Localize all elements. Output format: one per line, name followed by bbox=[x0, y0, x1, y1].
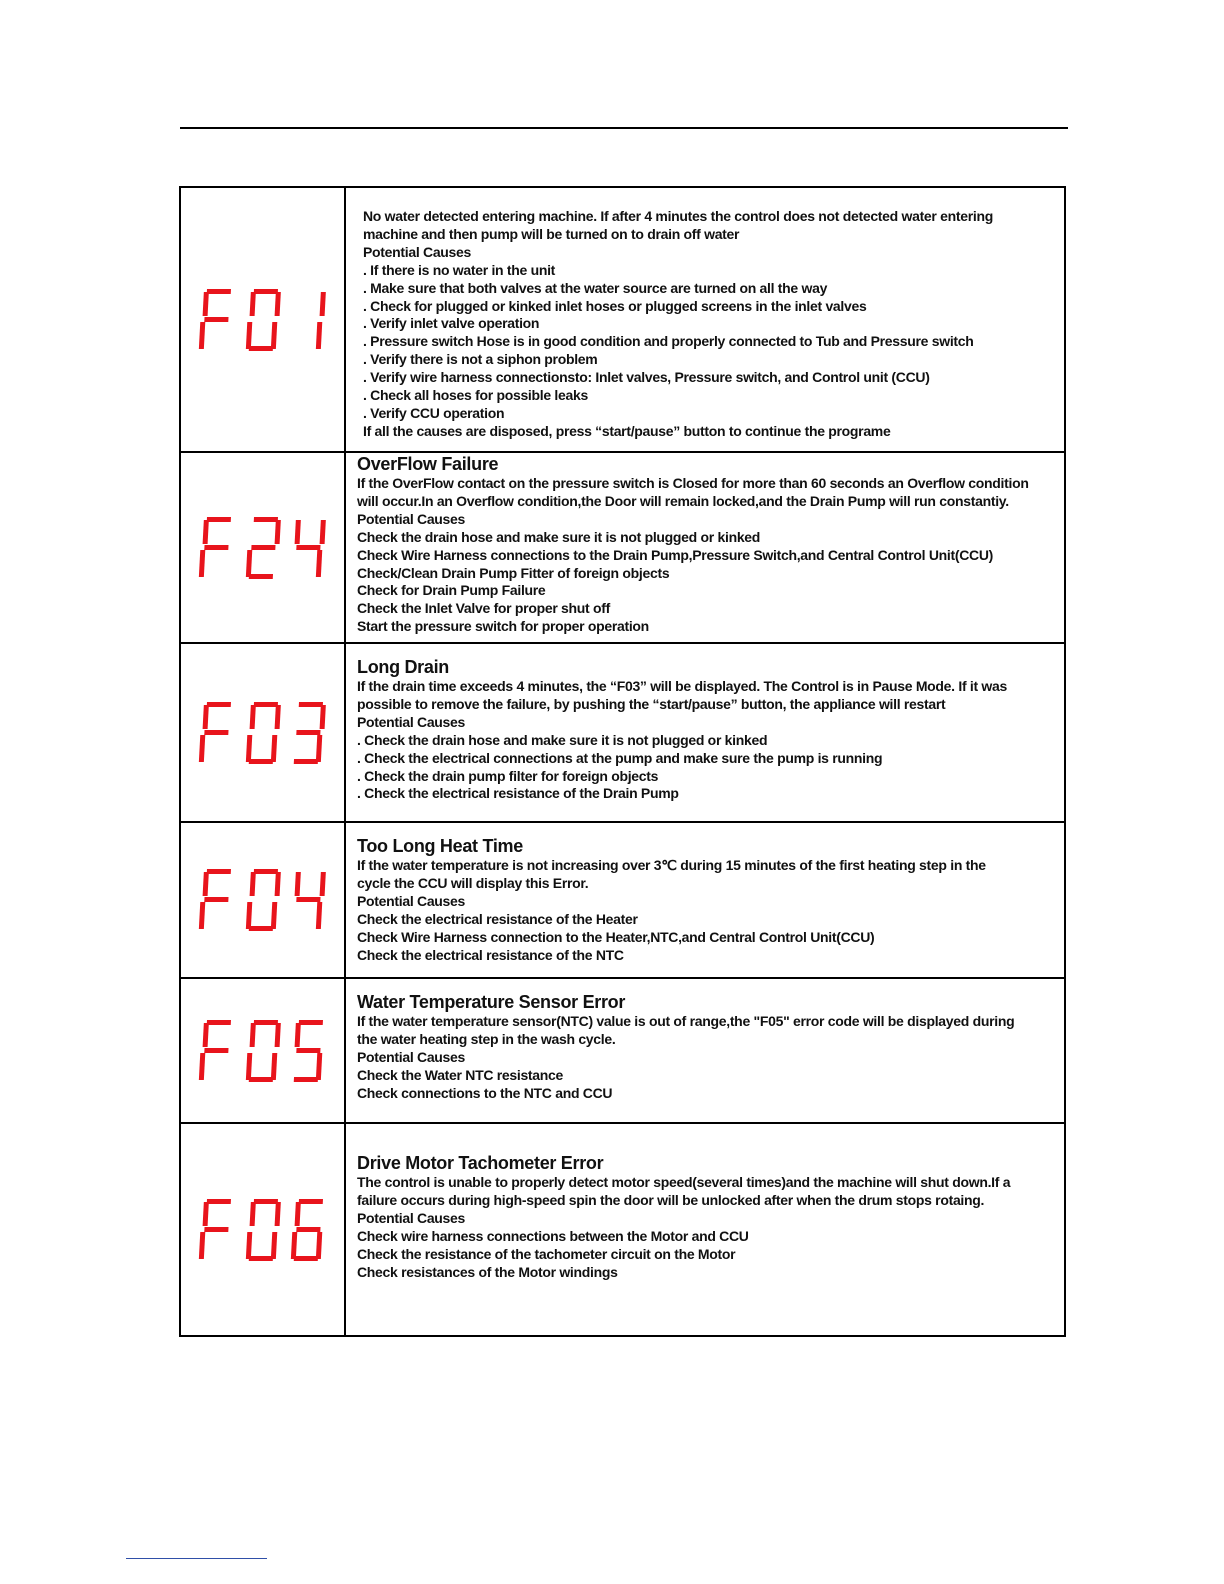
description-cell bbox=[346, 644, 1064, 821]
segment-a bbox=[206, 289, 230, 294]
segment-d bbox=[248, 1077, 272, 1082]
segment-d bbox=[248, 574, 272, 579]
segment-e bbox=[245, 550, 251, 577]
error-row-f24 bbox=[181, 451, 1064, 642]
segment-a bbox=[253, 517, 277, 522]
display-digit-F bbox=[198, 1199, 230, 1259]
description-line: . Check the drain pump filter for foreign objects bbox=[357, 767, 659, 784]
description-line: will occur.In an Overflow condition,the Door will remain locked,and the Drain Pump will run constantiy. bbox=[357, 492, 1009, 509]
segment-f bbox=[249, 292, 255, 316]
description-line: the water heating step in the wash cycle. bbox=[357, 1030, 616, 1047]
display-digit-F bbox=[198, 1020, 230, 1080]
display-digit-0 bbox=[245, 869, 280, 931]
segment-f bbox=[202, 1202, 208, 1226]
description-line: failure occurs during high-speed spin the door will be unlocked after when the drum stops rotaing. bbox=[357, 1191, 985, 1208]
segment-g bbox=[251, 545, 275, 550]
description-line: Check for Drain Pump Failure bbox=[357, 582, 546, 599]
segment-a bbox=[253, 289, 277, 294]
segment-g bbox=[204, 1048, 228, 1053]
segment-e bbox=[245, 735, 251, 762]
error-row-f01 bbox=[181, 188, 1064, 451]
segment-d bbox=[293, 1256, 317, 1261]
description-line: . Verify wire harness connectionsto: Inlet valves, Pressure switch, and Control unit (CCU) bbox=[363, 369, 930, 386]
segment-f bbox=[294, 1202, 300, 1226]
description-line: . Verify there is not a siphon problem bbox=[363, 351, 598, 368]
segment-e bbox=[198, 322, 204, 349]
segment-c bbox=[315, 735, 321, 762]
description-line: Potential Causes bbox=[357, 713, 466, 730]
description-line: Potential Causes bbox=[357, 1048, 466, 1065]
description-line: . Verify inlet valve operation bbox=[363, 315, 540, 332]
error-title: Drive Motor Tachometer Error bbox=[357, 1153, 604, 1173]
description-line: Check resistances of the Motor windings bbox=[357, 1263, 618, 1280]
segment-e bbox=[245, 902, 251, 929]
segment-c bbox=[270, 1053, 276, 1080]
segment-g bbox=[296, 897, 320, 902]
display-digit-4 bbox=[292, 872, 325, 929]
segment-f bbox=[294, 1023, 300, 1047]
segment-f bbox=[249, 872, 255, 896]
error-row-f05 bbox=[181, 977, 1064, 1122]
description-line: Potential Causes bbox=[357, 892, 466, 909]
segment-c bbox=[315, 902, 321, 929]
segment-a bbox=[253, 869, 277, 874]
display-digit-5 bbox=[292, 1020, 323, 1082]
description-line: Check the electrical resistance of the NTC bbox=[357, 946, 624, 963]
description-line: Check the Inlet Valve for proper shut off bbox=[357, 600, 610, 617]
description-line: No water detected entering machine. If after 4 minutes the control does not detected water entering bbox=[363, 208, 993, 224]
segment-e bbox=[198, 735, 204, 762]
description-line: If all the causes are disposed, press “start/pause” button to continue the programe bbox=[363, 422, 891, 439]
description-line: If the water temperature sensor(NTC) value is out of range,the "F05" error code will be displayed during bbox=[357, 1013, 1015, 1029]
description-line: Check the resistance of the tachometer circuit on the Motor bbox=[357, 1245, 736, 1262]
display-digit-F bbox=[198, 869, 230, 929]
error-row-f03 bbox=[181, 642, 1064, 821]
segment-d bbox=[248, 759, 272, 764]
segment-g bbox=[204, 317, 228, 322]
segment-e bbox=[245, 322, 251, 349]
segment-f bbox=[202, 872, 208, 896]
header-rule bbox=[180, 127, 1068, 129]
segment-e bbox=[290, 1232, 296, 1259]
seven-segment-display bbox=[200, 869, 326, 931]
description-line: Potential Causes bbox=[357, 1209, 466, 1226]
description-cell bbox=[346, 1124, 1064, 1335]
code-cell bbox=[181, 823, 346, 977]
segment-b bbox=[274, 292, 280, 316]
segment-d bbox=[248, 1256, 272, 1261]
error-title: Long Drain bbox=[357, 657, 449, 677]
description-line: Check Wire Harness connections to the Drain Pump,Pressure Switch,and Central Control Unit(CCU) bbox=[357, 546, 994, 563]
segment-g bbox=[296, 1048, 320, 1053]
segment-a bbox=[206, 869, 230, 874]
segment-a bbox=[206, 1020, 230, 1025]
description-line: . Make sure that both valves at the water source are turned on all the way bbox=[363, 279, 828, 296]
segment-d bbox=[248, 926, 272, 931]
segment-c bbox=[270, 322, 276, 349]
display-digit-6 bbox=[290, 1199, 323, 1261]
description-line: . Check the electrical resistance of the Drain Pump bbox=[357, 785, 679, 802]
segment-g bbox=[204, 1227, 228, 1232]
error-row-f04 bbox=[181, 821, 1064, 977]
description-line: . Verify CCU operation bbox=[363, 404, 505, 421]
description-cell bbox=[346, 823, 1064, 977]
segment-b bbox=[319, 520, 325, 544]
segment-a bbox=[298, 1199, 322, 1204]
segment-c bbox=[315, 322, 321, 349]
display-digit-0 bbox=[245, 289, 280, 351]
seven-segment-display bbox=[200, 1199, 326, 1261]
display-digit-3 bbox=[293, 702, 325, 764]
segment-b bbox=[274, 1202, 280, 1226]
description-line: Potential Causes bbox=[363, 243, 472, 260]
segment-a bbox=[253, 1020, 277, 1025]
segment-a bbox=[206, 1199, 230, 1204]
code-cell bbox=[181, 453, 346, 642]
description-line: Check Wire Harness connection to the Heater,NTC,and Central Control Unit(CCU) bbox=[357, 928, 875, 945]
segment-f bbox=[202, 1023, 208, 1047]
segment-e bbox=[245, 1232, 251, 1259]
seven-segment-display bbox=[200, 1020, 326, 1082]
segment-f bbox=[294, 520, 300, 544]
description-line: Potential Causes bbox=[357, 510, 466, 527]
description-line: possible to remove the failure, by pushing the “start/pause” button, the appliance will restart bbox=[357, 695, 946, 712]
display-digit-F bbox=[198, 517, 230, 577]
description-line: cycle the CCU will display this Error. bbox=[357, 874, 589, 891]
description-line: . Pressure switch Hose is in good condition and properly connected to Tub and Pressure switch bbox=[363, 333, 974, 350]
description-line: Check connections to the NTC and CCU bbox=[357, 1084, 613, 1101]
segment-a bbox=[253, 702, 277, 707]
segment-e bbox=[198, 902, 204, 929]
segment-e bbox=[198, 1053, 204, 1080]
segment-b bbox=[274, 872, 280, 896]
segment-a bbox=[298, 1020, 322, 1025]
segment-b bbox=[274, 1023, 280, 1047]
error-title: Water Temperature Sensor Error bbox=[357, 992, 626, 1012]
segment-d bbox=[293, 759, 317, 764]
segment-e bbox=[198, 550, 204, 577]
description-line: . Check for plugged or kinked inlet hoses or plugged screens in the inlet valves bbox=[363, 297, 867, 314]
segment-f bbox=[249, 705, 255, 729]
segment-b bbox=[319, 292, 325, 316]
segment-a bbox=[253, 1199, 277, 1204]
segment-g bbox=[296, 730, 320, 735]
description-line: . Check the electrical connections at the pump and make sure the pump is running bbox=[357, 749, 883, 766]
code-cell bbox=[181, 1124, 346, 1335]
display-digit-F bbox=[198, 702, 230, 762]
segment-g bbox=[204, 897, 228, 902]
segment-e bbox=[245, 1053, 251, 1080]
error-code-table bbox=[179, 186, 1066, 1337]
segment-g bbox=[204, 545, 228, 550]
segment-a bbox=[206, 517, 230, 522]
description-line: Check the Water NTC resistance bbox=[357, 1066, 563, 1083]
segment-g bbox=[204, 730, 228, 735]
description-line: Check the electrical resistance of the Heater bbox=[357, 910, 638, 927]
segment-f bbox=[202, 705, 208, 729]
display-digit-0 bbox=[245, 702, 280, 764]
description-line: Check the drain hose and make sure it is not plugged or kinked bbox=[357, 528, 761, 545]
segment-c bbox=[315, 1232, 321, 1259]
display-digit-0 bbox=[245, 1020, 280, 1082]
description-cell bbox=[346, 979, 1064, 1122]
segment-d bbox=[248, 346, 272, 351]
code-cell bbox=[181, 644, 346, 821]
segment-a bbox=[298, 702, 322, 707]
description-line: . If there is no water in the unit bbox=[363, 261, 556, 278]
code-cell bbox=[181, 979, 346, 1122]
description-line: If the drain time exceeds 4 minutes, the “F03” will be displayed. The Control is in Pause Mode. If it was bbox=[357, 678, 1007, 694]
segment-g bbox=[296, 1227, 320, 1232]
segment-g bbox=[296, 545, 320, 550]
segment-b bbox=[319, 705, 325, 729]
display-digit-F bbox=[198, 289, 230, 349]
seven-segment-display bbox=[200, 517, 326, 579]
description-line: Check wire harness connections between the Motor and CCU bbox=[357, 1227, 749, 1244]
segment-f bbox=[249, 1202, 255, 1226]
seven-segment-display bbox=[200, 289, 326, 351]
description-line: If the water temperature is not increasing over 3℃ during 15 minutes of the first heating step in the bbox=[357, 857, 986, 873]
segment-c bbox=[315, 550, 321, 577]
description-line: . Check the drain hose and make sure it is not plugged or kinked bbox=[357, 731, 768, 748]
description-line: machine and then pump will be turned on to drain off water bbox=[363, 225, 740, 242]
seven-segment-display bbox=[200, 702, 326, 764]
description-cell bbox=[346, 453, 1064, 642]
segment-c bbox=[270, 1232, 276, 1259]
footer-link-underline[interactable] bbox=[126, 1558, 267, 1559]
segment-f bbox=[249, 1023, 255, 1047]
description-line: Check/Clean Drain Pump Fitter of foreign objects bbox=[357, 564, 670, 581]
description-cell bbox=[346, 188, 1064, 451]
segment-b bbox=[274, 520, 280, 544]
segment-a bbox=[206, 702, 230, 707]
display-digit-0 bbox=[245, 1199, 280, 1261]
description-line: . Check all hoses for possible leaks bbox=[363, 387, 588, 404]
segment-e bbox=[198, 1232, 204, 1259]
segment-c bbox=[315, 1053, 321, 1080]
segment-b bbox=[319, 872, 325, 896]
error-title: Too Long Heat Time bbox=[357, 836, 523, 856]
segment-d bbox=[293, 1077, 317, 1082]
description-line: If the OverFlow contact on the pressure switch is Closed for more than 60 seconds an Overflow condition bbox=[357, 475, 1029, 491]
display-digit-4 bbox=[292, 520, 325, 577]
segment-f bbox=[202, 292, 208, 316]
display-digit-2 bbox=[245, 517, 280, 579]
segment-c bbox=[270, 902, 276, 929]
description-line: Start the pressure switch for proper operation bbox=[357, 618, 649, 635]
segment-f bbox=[294, 872, 300, 896]
code-cell bbox=[181, 188, 346, 451]
description-line: The control is unable to properly detect motor speed(several times)and the machine will shut down.If a bbox=[357, 1174, 1011, 1190]
segment-b bbox=[274, 705, 280, 729]
error-row-f06 bbox=[181, 1122, 1064, 1335]
segment-c bbox=[270, 735, 276, 762]
error-title: OverFlow Failure bbox=[357, 454, 499, 474]
segment-f bbox=[202, 520, 208, 544]
display-digit-1 bbox=[315, 292, 325, 349]
